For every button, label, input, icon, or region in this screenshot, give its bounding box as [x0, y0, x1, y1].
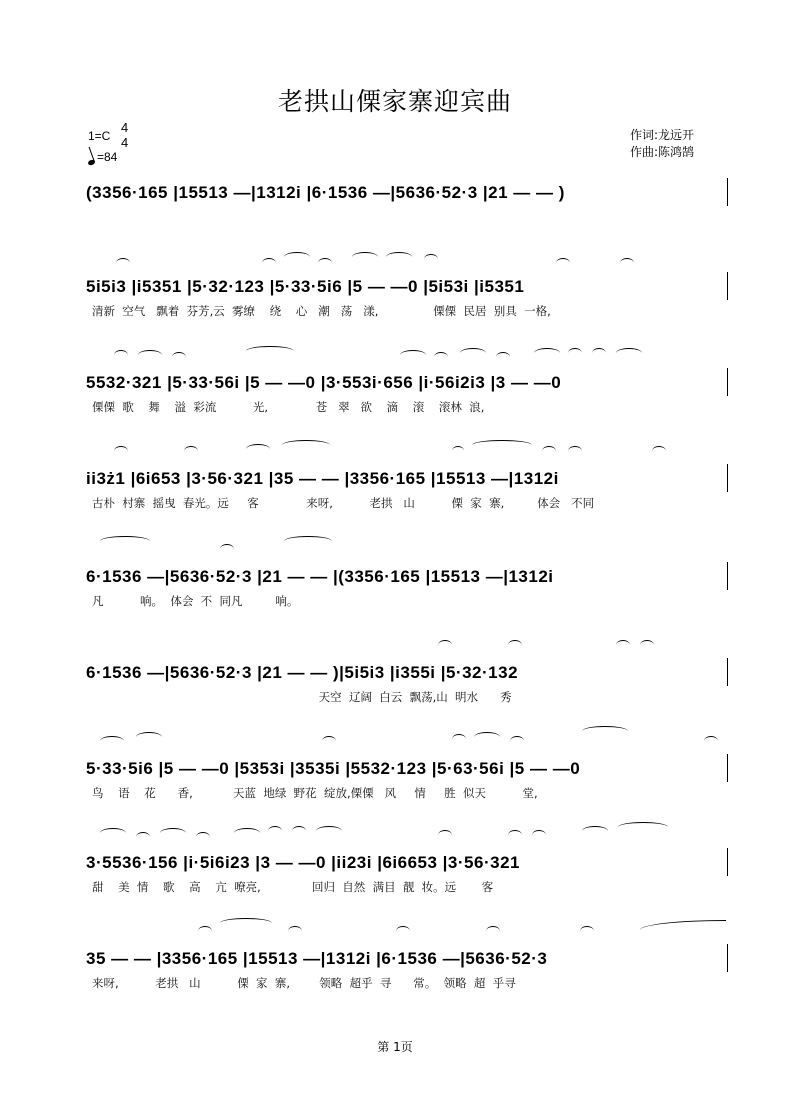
tempo-marking — [88, 150, 117, 165]
slur-mark — [620, 258, 634, 268]
slur-mark — [438, 830, 452, 840]
slur-mark — [282, 440, 330, 450]
slur-mark — [198, 926, 212, 936]
slur-mark — [592, 348, 606, 358]
barline — [727, 944, 729, 972]
slur-mark — [220, 544, 234, 554]
slur-mark — [136, 832, 150, 842]
slur-mark — [196, 832, 210, 842]
slur-mark — [172, 352, 186, 362]
key-signature: 1=C — [88, 129, 111, 143]
slur-mark — [352, 252, 378, 262]
slur-mark — [542, 446, 556, 456]
notation-line-6: 6·1536 —|5636·52·3 |21 — — )|5i5i3 |i355i |5·32·132 — [86, 663, 519, 682]
barline — [727, 272, 729, 300]
slur-mark — [288, 926, 302, 936]
slur-mark — [582, 826, 608, 836]
notation-line-7: 5·33·5i6 |5 — —0 |5353i |3535i |5532·123 |5·63·56i |5 — —0 — [86, 759, 581, 778]
staff-line-7 — [0, 754, 790, 814]
lyrics-line-1 — [92, 208, 722, 226]
slur-mark — [618, 822, 668, 832]
lyrics-line-4: 古朴 村寨 摇曳 春光。远 客 来呀, 老拱 山 傈 家 寨, 体会 不同 — [92, 496, 595, 510]
slur-mark — [318, 258, 332, 268]
slur-mark — [434, 352, 448, 362]
slur-mark — [262, 258, 276, 268]
slur-mark — [284, 252, 310, 262]
slur-mark — [508, 830, 522, 840]
notation-line-4: ii3ż1 |6i653 |3·56·321 |35 — — |3356·165 |15513 —|1312i — [86, 469, 559, 488]
slur-mark — [568, 446, 582, 456]
slur-mark — [616, 348, 642, 358]
credits — [630, 127, 694, 161]
slur-mark — [284, 536, 332, 546]
time-numerator: 4 — [121, 120, 129, 135]
slur-mark — [138, 350, 162, 360]
quarter-note-icon — [87, 159, 95, 166]
slur-mark — [396, 926, 410, 936]
staff-line-4 — [0, 464, 790, 524]
lyrics-line-2: 清新 空气 飘着 芬芳,云 雾缭 绕 心 潮 荡 漾, 傈傈 民居 别具 一格, — [92, 304, 551, 318]
composer-credit: 作曲:陈鸿鹄 — [630, 145, 695, 159]
slur-mark — [160, 828, 186, 838]
staff-line-1 — [0, 178, 790, 238]
page-number: 第 1页 — [377, 1040, 413, 1054]
staff-line-3 — [0, 368, 790, 428]
lyrics-line-8: 甜 美 情 歌 高 亢 嘹亮, 回归 自然 满目 靓 妆。远 客 — [92, 880, 494, 894]
slur-mark — [640, 640, 654, 650]
notation-line-8: 3·5536·156 |i·5i6i23 |3 — —0 |ii23i |6i6653 |3·56·321 — [86, 853, 520, 872]
barline — [727, 368, 729, 396]
slur-mark — [220, 918, 272, 928]
notation-line-5: 6·1536 —|5636·52·3 |21 — — |(3356·165 |15513 —|1312i — [86, 567, 554, 586]
slur-mark — [234, 828, 260, 838]
slur-mark — [424, 254, 438, 264]
slur-mark — [114, 350, 128, 360]
slur-mark — [322, 736, 336, 746]
song-title: 老拱山傈家寨迎宾曲 — [277, 87, 512, 116]
notation-line-9: 35 — — |3356·165 |15513 —|1312i |6·1536 —|5636·52·3 — [86, 949, 548, 968]
slur-mark — [582, 726, 628, 736]
lyrics-line-6: 天空 辽阔 白云 飘荡,山 明水 秀 — [92, 690, 512, 704]
slur-mark — [386, 252, 412, 262]
slur-mark — [486, 926, 500, 936]
notation-line-1: (3356·165 |15513 —|1312i |6·1536 —|5636·52·3 |21 — — ) — [86, 183, 565, 202]
slur-mark — [532, 830, 546, 840]
slur-mark — [246, 346, 294, 356]
time-denominator: 4 — [121, 135, 129, 150]
slur-mark — [460, 348, 486, 358]
slur-mark — [114, 446, 128, 456]
lyricist-credit: 作词:龙远开 — [630, 128, 695, 142]
staff-line-9 — [0, 944, 790, 1004]
slur-mark — [472, 440, 532, 450]
slur-mark — [496, 352, 510, 362]
slur-mark — [400, 350, 426, 360]
slur-mark — [268, 826, 282, 836]
slur-mark — [100, 828, 126, 838]
slur-mark — [580, 926, 594, 936]
slur-mark — [640, 920, 726, 930]
time-signature — [121, 120, 128, 150]
barline — [727, 464, 729, 492]
barline — [727, 754, 729, 782]
notation-line-2: 5i5i3 |i5351 |5·32·123 |5·33·5i6 |5 — —0 |5i53i |i5351 — [86, 277, 525, 296]
staff-line-6 — [0, 658, 790, 718]
barline — [727, 658, 729, 686]
barline — [727, 848, 729, 876]
slur-mark — [508, 640, 522, 650]
notation-line-3: 5532·321 |5·33·56i |5 — —0 |3·553i·656 |i·56i2i3 |3 — —0 — [86, 373, 562, 392]
final-barline — [727, 178, 729, 206]
slur-mark — [116, 258, 130, 268]
slur-mark — [568, 348, 582, 358]
slur-mark — [510, 736, 524, 746]
slur-mark — [292, 826, 306, 836]
slur-mark — [452, 734, 466, 744]
slur-mark — [534, 348, 560, 358]
staff-line-5 — [0, 562, 790, 622]
slur-mark — [184, 446, 198, 456]
slur-mark — [136, 732, 162, 742]
slur-mark — [100, 736, 124, 746]
slur-mark — [438, 640, 452, 650]
slur-mark — [452, 446, 464, 456]
staff-line-2 — [0, 272, 790, 332]
slur-mark — [100, 536, 150, 546]
slur-mark — [704, 736, 718, 746]
tempo-value: =84 — [97, 150, 118, 164]
lyrics-line-7: 鸟 语 花 香, 天蓝 地绿 野花 绽放,傈傈 风 情 胜 似天 堂, — [92, 786, 538, 800]
slur-mark — [616, 640, 630, 650]
staff-line-8 — [0, 848, 790, 908]
lyrics-line-3: 傈傈 歌 舞 溢 彩流 光, 苍 翠 欲 滴 滚 滚林 浪, — [92, 400, 485, 414]
lyrics-line-9: 来呀, 老拱 山 傈 家 寨, 领略 超乎 寻 常。 领略 超 乎寻 — [92, 976, 516, 990]
slur-mark — [652, 446, 666, 456]
barline — [727, 562, 729, 590]
slur-mark — [474, 732, 500, 742]
lyrics-line-5: 凡 响。 体会 不 同凡 响。 — [92, 594, 299, 608]
slur-mark — [246, 444, 270, 454]
slur-mark — [556, 258, 570, 268]
slur-mark — [316, 826, 342, 836]
